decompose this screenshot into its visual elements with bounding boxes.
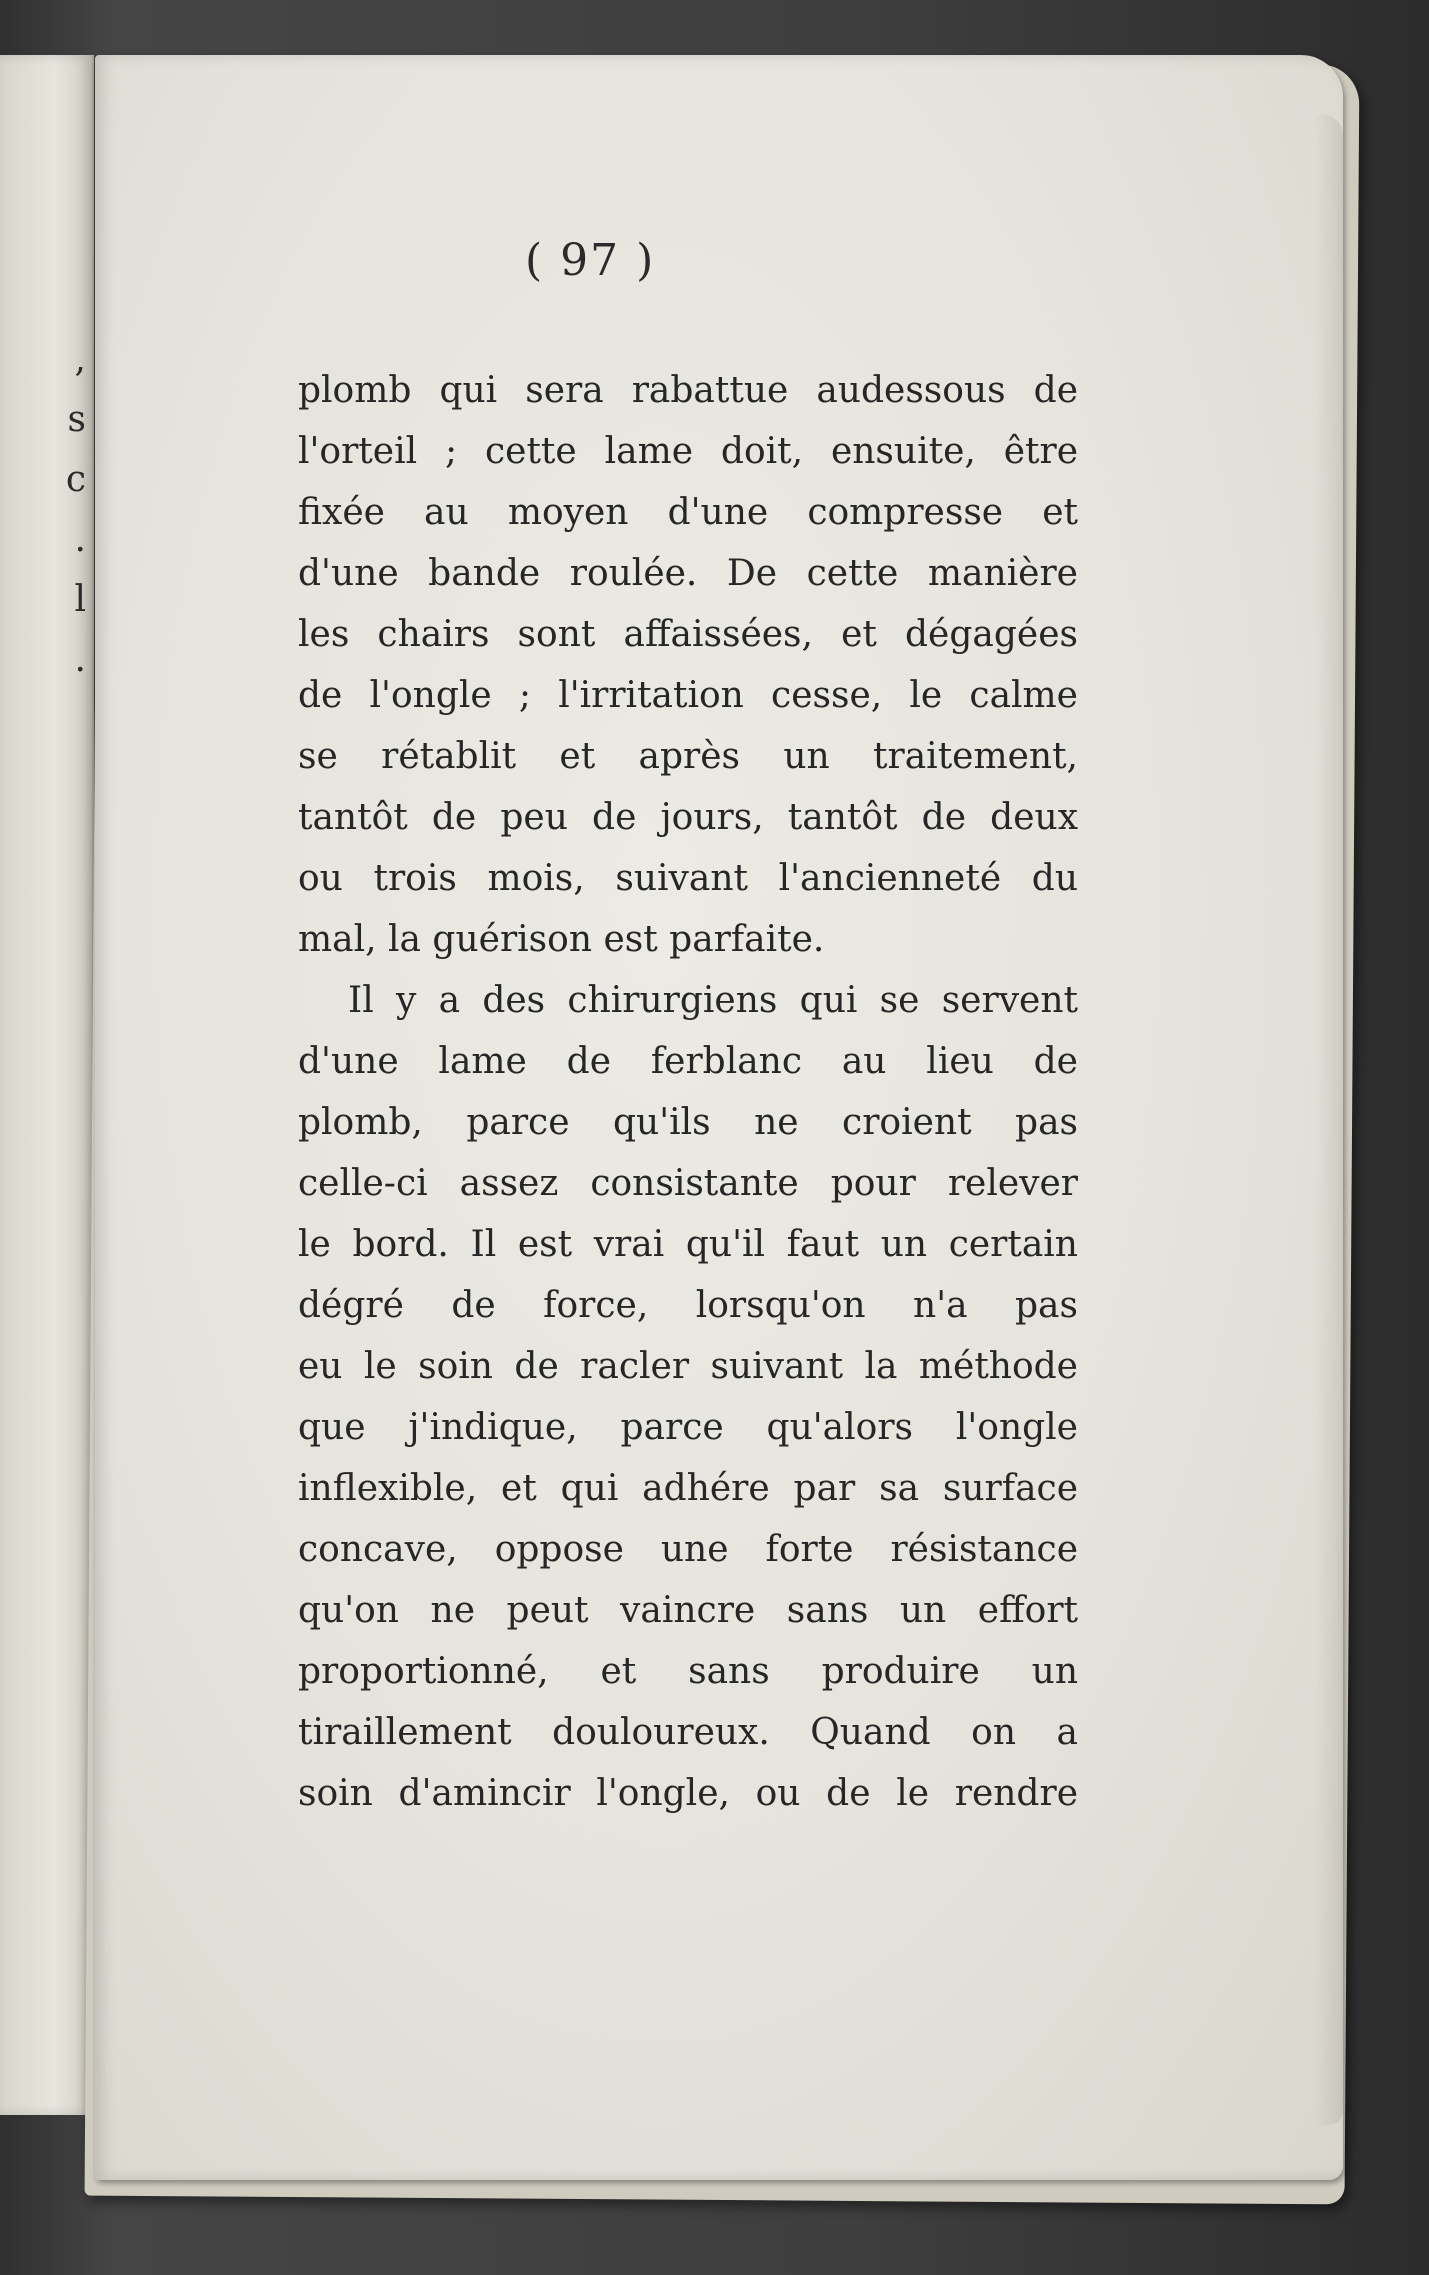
left-page-text-fragments	[65, 339, 86, 680]
text-line: tantôt de peu de jours, tantôt de deux	[298, 797, 1078, 838]
text-line: se rétablit et après un traitement,	[298, 736, 1078, 777]
text-line: qu'on ne peut vaincre sans un effort	[298, 1590, 1078, 1631]
text-line: de l'ongle ; l'irritation cesse, le calme	[298, 675, 1078, 716]
text-line: Il y a des chirurgiens qui se servent	[348, 980, 1078, 1021]
text-line: eu le soin de racler suivant la méthode	[298, 1346, 1078, 1387]
text-line: inflexible, et qui adhére par sa surface	[298, 1468, 1078, 1509]
text-line: proportionné, et sans produire un	[298, 1651, 1078, 1692]
text-line: plomb qui sera rabattue audessous de	[298, 370, 1078, 411]
text-line: les chairs sont affaissées, et dégagées	[298, 614, 1078, 655]
text-line: le bord. Il est vrai qu'il faut un certain	[298, 1224, 1078, 1265]
left-page-edge	[0, 55, 94, 2115]
text-line: fixée au moyen d'une compresse et	[298, 492, 1078, 533]
text-line: celle-ci assez consistante pour relever	[298, 1163, 1078, 1204]
left-fragment: l	[74, 579, 86, 620]
book-page	[95, 55, 1343, 2180]
body-text	[298, 360, 1078, 1824]
left-fragment: ,	[74, 339, 86, 380]
text-line: concave, oppose une forte résistance	[298, 1529, 1078, 1570]
left-fragment: .	[74, 519, 86, 560]
left-fragment: .	[74, 639, 86, 680]
text-line: plomb, parce qu'ils ne croient pas	[298, 1102, 1078, 1143]
text-line: d'une lame de ferblanc au lieu de	[298, 1041, 1078, 1082]
left-fragment: s	[67, 399, 86, 440]
left-fragment: c	[65, 459, 86, 500]
text-line: mal, la guérison est parfaite.	[298, 919, 825, 960]
page-number: ( 97 )	[525, 235, 656, 286]
text-line: d'une bande roulée. De cette manière	[298, 553, 1078, 594]
text-line: l'orteil ; cette lame doit, ensuite, être	[298, 431, 1078, 472]
text-line: que j'indique, parce qu'alors l'ongle	[298, 1407, 1078, 1448]
text-line: ou trois mois, suivant l'ancienneté du	[298, 858, 1078, 899]
text-line: dégré de force, lorsqu'on n'a pas	[298, 1285, 1078, 1326]
text-line: soin d'amincir l'ongle, ou de le rendre	[298, 1773, 1078, 1814]
text-line: tiraillement douloureux. Quand on a	[298, 1712, 1078, 1753]
